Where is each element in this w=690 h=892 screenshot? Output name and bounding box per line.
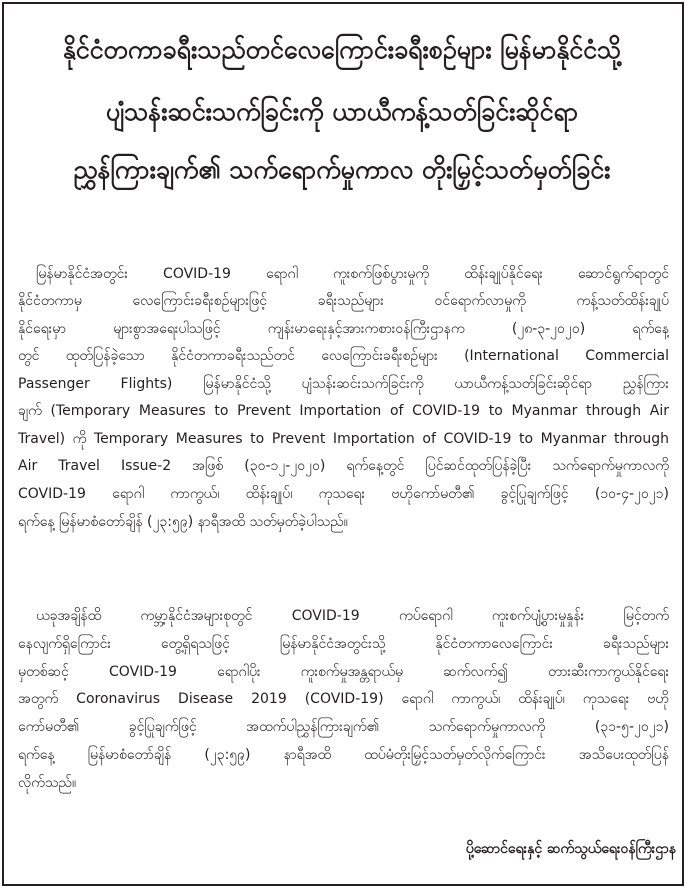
paragraph2-line-2: နေလျက်ရှိကြောင်း တွေ့ရှိရသဖြင့် မြန်မာနိုင်ငံအတွင်းသို့ နိုင်ငံတကာလေကြောင်း ခရီးသည်များ: [18, 636, 669, 652]
headline-line-1: နိုင်ငံတကာခရီးသည်တင်လေကြောင်းခရီးစဉ်များ မြန်မာနိုင်ငံသို့: [62, 35, 622, 64]
paragraph1-line-3: နိုင်ရေးမှာ များစွာအရေးပါသဖြင့် ကျန်းမာရေးနှင့်အားကစားဝန်ကြီးဌာနက (၂၈-၃-၂၀၂၀) ရက်နေ့: [18, 321, 669, 337]
paragraph1-line-2: နိုင်ငံတကာမှ လေကြောင်းခရီးစဉ်များဖြင့် ခရီးသည်များ ဝင်ရောက်လာမှုကို ကန့်သတ်ထိန်းချုပ်: [18, 293, 669, 309]
paragraph1-line-9: COVID-19 ရောဂါ ကာကွယ်၊ ထိန်းချုပ်၊ ကုသရေး ဗဟိုကော်မတီ၏ ခွင့်ပြုချက်ဖြင့် (၁၀-၄-၂၀၂၁): [18, 486, 669, 502]
paragraph2-line-3: မှတစ်ဆင့် COVID-19 ရောဂါပိုး ကူးစက်မှုအန္တရာယ်မှ ဆက်လက်၍ တားဆီးကာကွယ်နိုင်ရေး: [18, 664, 669, 680]
paragraph2-line-1: ယခုအချိန်ထိ ကမ္ဘာ့နိုင်ငံအများစုတွင် COVID-19 ကပ်ရောဂါ ကူးစက်ပျံ့ပွားမှုနှုန်း မြင့်တက်: [36, 608, 669, 624]
paragraph1-line-10: ရက်နေ့ မြန်မာစံတော်ချိန် (၂၃:၅၉) နာရီအထိ သတ်မှတ်ခဲ့ပါသည်။: [18, 514, 348, 530]
paragraph2-line-6: ရက်နေ့ မြန်မာစံတော်ချိန် (၂၃:၅၉) နာရီအထိ ထပ်မံတိုးမြှင့်သတ်မှတ်လိုက်ကြောင်း အသိပေးထုတ်ပြန်: [18, 747, 669, 763]
headline-line-2: ပျံသန်းဆင်းသက်ခြင်းကို ယာယီကန့်သတ်ခြင်းဆိုင်ရာ: [105, 97, 579, 126]
paragraph1-line-4: တွင် ထုတ်ပြန်ခဲ့သော နိုင်ငံတကာခရီးသည်တင် လေကြောင်းခရီးစဉ်များ (International Commercial: [18, 348, 669, 364]
paragraph1-line-8: Air Travel Issue-2 အဖြစ် (၃၀-၁၂-၂၀၂၀) ရက်နေ့တွင် ပြင်ဆင်ထုတ်ပြန်ခဲ့ပြီး သက်ရောက်မှုကာလကို: [18, 458, 669, 474]
paragraph1-line-6: ချက် (Temporary Measures to Prevent Importation of COVID-19 to Myanmar through Air: [18, 403, 669, 419]
paragraph2-line-4: အတွက် Coronavirus Disease 2019 (COVID-19) ရောဂါ ကာကွယ်၊ ထိန်းချုပ်၊ ကုသရေး ဗဟို: [18, 691, 669, 707]
paragraph2-line-7: လိုက်သည်။: [18, 775, 77, 791]
headline-line-3: ညွှန်ကြားချက်၏ သက်ရောက်မှုကာလ တိုးမြှင့်သတ်မှတ်ခြင်း: [73, 155, 611, 184]
paragraph1-line-7: Travel) ကို Temporary Measures to Prevent Importation of COVID-19 to Myanmar through: [18, 431, 669, 447]
paragraph1-line-1: မြန်မာနိုင်ငံအတွင်း COVID-19 ရောဂါ ကူးစက်ဖြစ်ပွားမှုကို ထိန်းချုပ်နိုင်ရေး ဆောင်ရွက်ရာတွင်: [36, 266, 669, 282]
paragraph2-line-5: ကော်မတီ၏ ခွင့်ပြုချက်ဖြင့် အထက်ပါညွှန်ကြားချက်၏ သက်ရောက်မှုကာလကို (၃၁-၅-၂၀၂၁): [18, 719, 669, 735]
issuing-ministry-signature: ပို့ဆောင်ရေးနှင့် ဆက်သွယ်ရေးဝန်ကြီးဌာန: [465, 841, 676, 857]
paragraph1-line-5: Passenger Flights) မြန်မာနိုင်ငံသို့ ပျံသန်းဆင်းသက်ခြင်းကို ယာယီကန့်သတ်ခြင်းဆိုင်ရာ ညွှန်ကြား: [18, 376, 669, 392]
